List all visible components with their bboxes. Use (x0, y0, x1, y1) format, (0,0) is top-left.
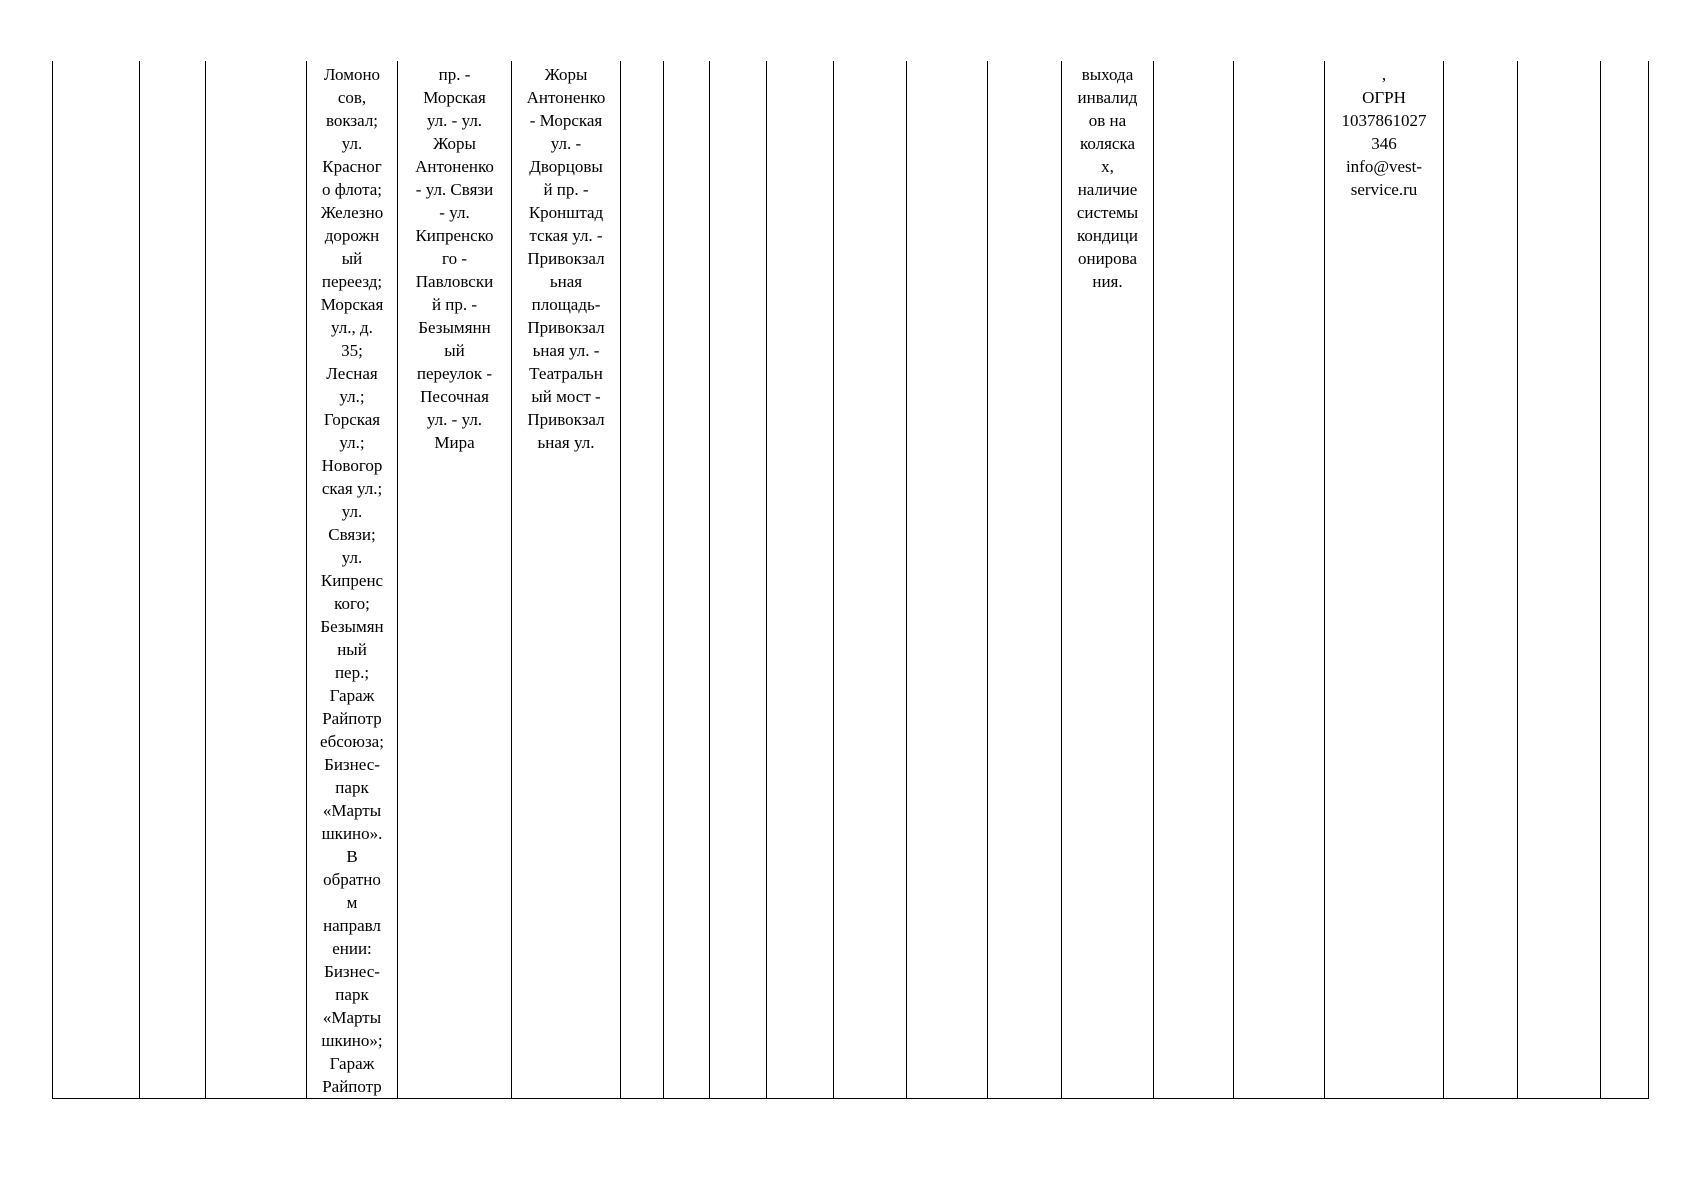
table-cell (621, 61, 664, 1099)
table-cell (767, 61, 834, 1099)
table-cell (140, 61, 206, 1099)
document-page (52, 61, 1648, 1099)
stops-text: Ломоно сов, вокзал; ул. Красног о флота; Железно дорожн ый переезд; Морская ул., д. 35; Лесная ул.; Горская ул.; Новогор ская ул.; ул. Связи; ул. Кипренс кого; Безымян ный пер.; Гараж Райпотр ебсоюза; Бизнес- парк «Марты шкино». В обратно м направл ении: Бизнес- парк «Марты шкино»; Гараж Райпотр (320, 65, 384, 1096)
route-table (52, 61, 1649, 1099)
carrier-info-cell (1325, 61, 1444, 1099)
table-cell (53, 61, 140, 1099)
table-cell (834, 61, 907, 1099)
route-backward-text: Жоры Антоненко - Морская ул. - Дворцовы й пр. - Кронштад тская ул. - Привокзал ьная площадь- Привокзал ьная ул. - Театральн ый мост - Привокзал ьная ул. (526, 65, 606, 452)
vehicle-features-text: выхода инвалид ов на коляска х, наличие системы кондици онирова ния. (1076, 65, 1139, 291)
carrier-info-text: , ОГРН 1037861027 346 info@vest- service.ru (1341, 65, 1427, 199)
table-cell (1601, 61, 1649, 1099)
route-forward-text: пр. - Морская ул. - ул. Жоры Антоненко - ул. Связи - ул. Кипренско го - Павловски й пр. - Безымянн ый переулок - Песочная ул. - ул. Мира (415, 65, 494, 452)
table-cell (1234, 61, 1325, 1099)
stops-cell (307, 61, 398, 1099)
table-cell (907, 61, 988, 1099)
table-cell (1444, 61, 1518, 1099)
table-cell (710, 61, 767, 1099)
route-forward-cell (398, 61, 512, 1099)
route-backward-cell (512, 61, 621, 1099)
vehicle-features-cell (1062, 61, 1154, 1099)
table-cell (1154, 61, 1234, 1099)
table-cell (988, 61, 1062, 1099)
table-cell (1518, 61, 1601, 1099)
table-row (53, 61, 1649, 1099)
table-cell (206, 61, 307, 1099)
table-cell (664, 61, 710, 1099)
